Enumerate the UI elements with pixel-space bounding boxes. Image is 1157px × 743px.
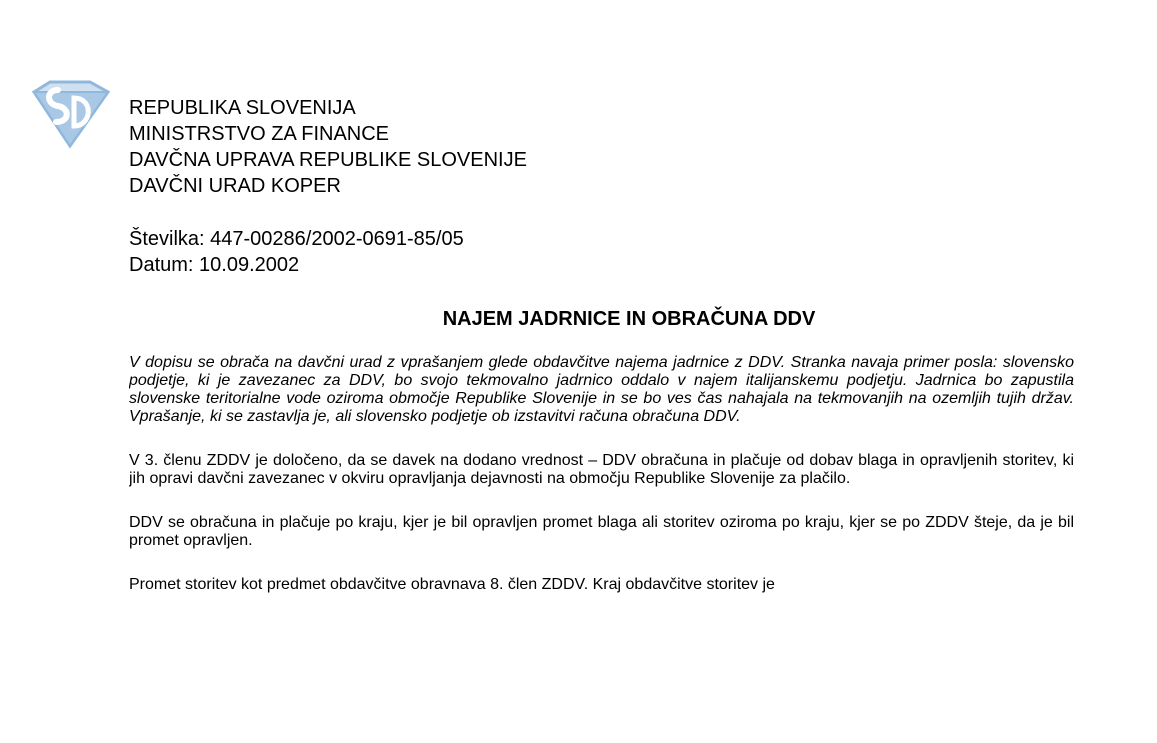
paragraph-question: V dopisu se obrača na davčni urad z vprašanjem glede obdavčitve najema jadrnice z DDV. Stranka navaja primer posla: slovensko podjetje, ki je zavezanec za DDV, bo svojo tekmovalno jadrnico oddalo v najem italijanskemu podjetju. Jadrnica bo zapustila slovenske teritorialne vode oziroma območje Republike Slovenije in se bo ves čas nahajala na tekmovanjih na ozemljih tujih držav. Vprašanje, ki se zastavlja je, ali slovensko podjetje ob izstavitvi računa obračuna DDV. [129, 354, 1074, 425]
letterhead-ministry: MINISTRSTVO ZA FINANCE [129, 123, 390, 145]
document-meta [129, 226, 464, 278]
document-date: Datum: 10.09.2002 [129, 254, 300, 276]
letterhead [129, 95, 527, 199]
letterhead-administration: DAVČNA UPRAVA REPUBLIKE SLOVENIJE [129, 149, 527, 171]
document-number: Številka: 447-00286/2002-0691-85/05 [129, 228, 464, 250]
paragraph-place-of-supply: DDV se obračuna in plačuje po kraju, kjer je bil opravljen promet blaga ali storitev oziroma po kraju, kjer se po ZDDV šteje, da je bil promet opravljen. [129, 514, 1074, 549]
document-body [129, 354, 1074, 743]
letterhead-office: DAVČNI URAD KOPER [129, 175, 341, 197]
durs-logo-icon [28, 78, 112, 150]
paragraph-article-8: Promet storitev kot predmet obdavčitve obravnava 8. člen ZDDV. Kraj obdavčitve storitev je [129, 576, 775, 593]
letterhead-country: REPUBLIKA SLOVENIJA [129, 97, 356, 119]
document-title: NAJEM JADRNICE IN OBRAČUNA DDV [442, 308, 816, 330]
paragraph-article-3: V 3. členu ZDDV je določeno, da se davek na dodano vrednost – DDV obračuna in plačuje od dobav blaga in opravljenih storitev, ki jih opravi davčni zavezanec v okviru opravljanja dejavnosti na območju Republike Slovenije za plačilo. [129, 452, 1074, 487]
